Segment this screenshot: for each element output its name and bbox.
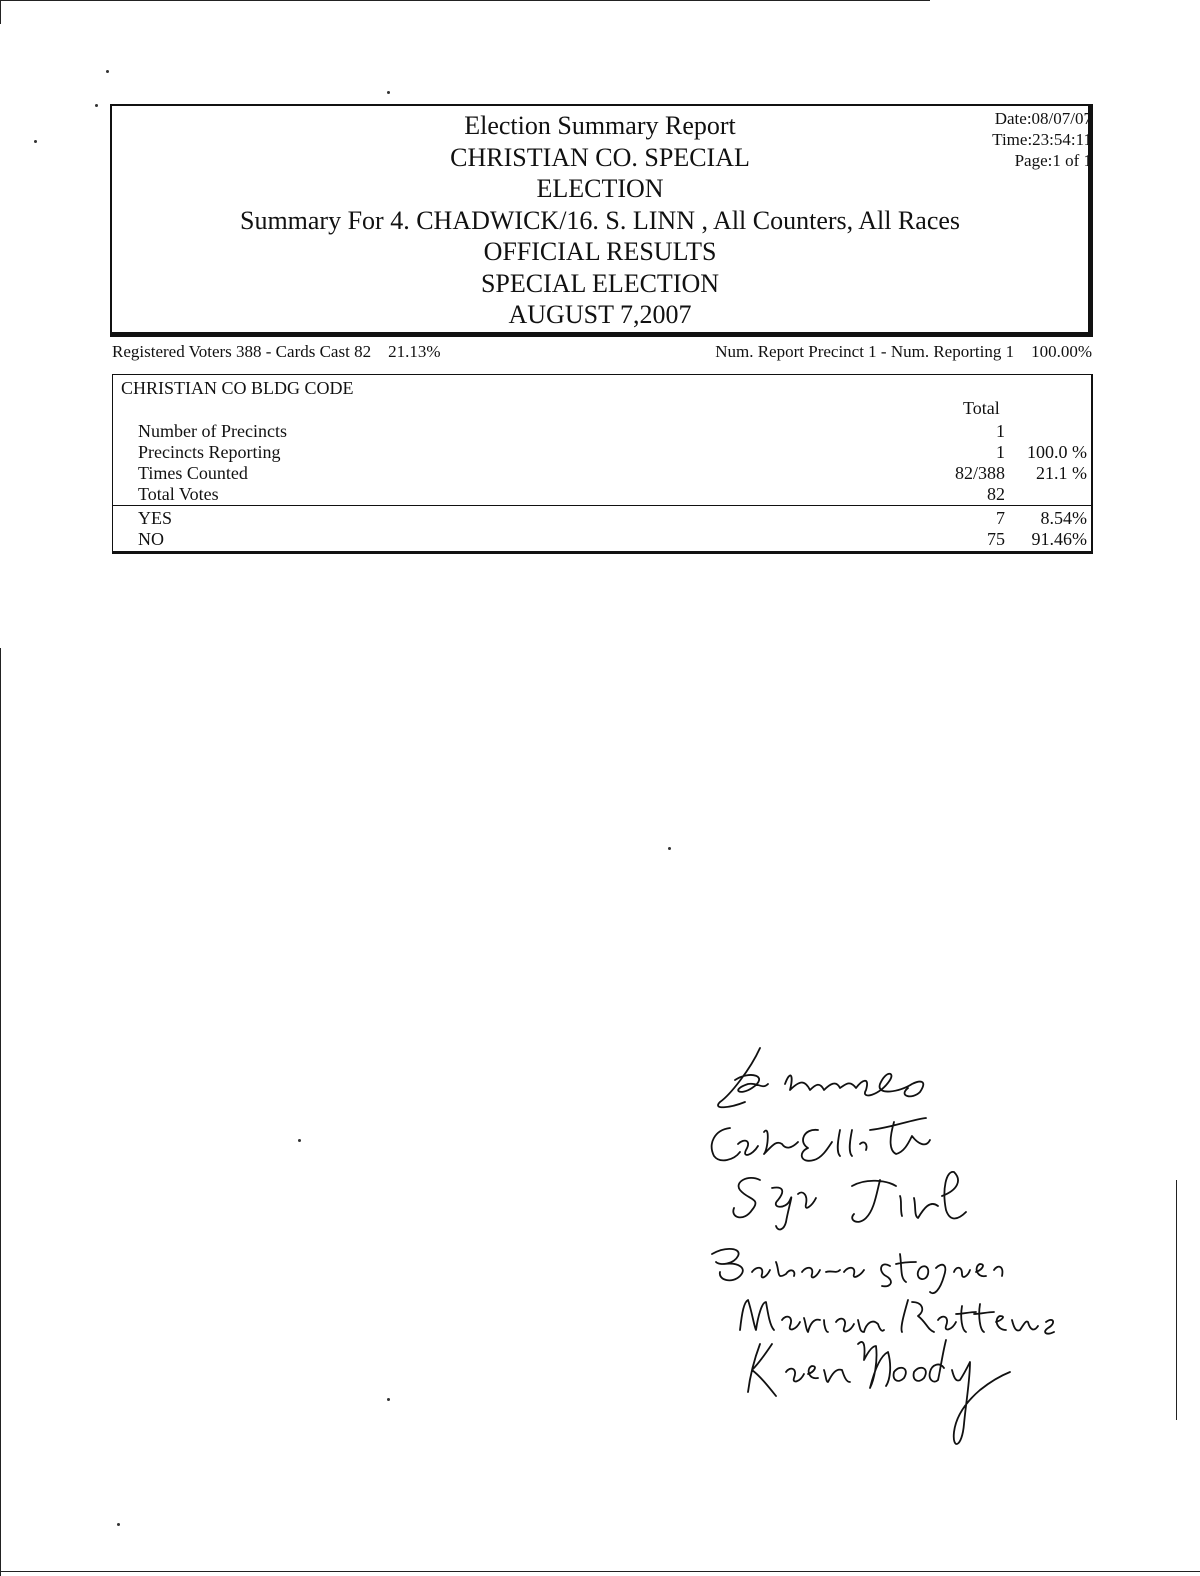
scan-speck — [387, 91, 390, 94]
stat-row — [113, 421, 1091, 442]
signature-block — [690, 1040, 1090, 1450]
signature-3 — [733, 1172, 966, 1230]
stat-value: 1 — [996, 421, 1005, 441]
scan-edge-top — [0, 0, 930, 1]
election-type: SPECIAL ELECTION — [480, 268, 720, 298]
county-name: CHRISTIAN CO. SPECIAL — [450, 142, 750, 172]
report-page: Page:1 of 1 — [1014, 151, 1092, 170]
choice-votes: 7 — [996, 508, 1005, 528]
signature-1 — [718, 1048, 923, 1107]
scan-speck — [106, 70, 109, 73]
scan-speck — [387, 1398, 390, 1401]
stat-label: Times Counted — [138, 463, 248, 483]
scan-edge-bottom — [0, 1571, 1200, 1572]
stat-row — [113, 442, 1091, 463]
scan-speck — [117, 1523, 120, 1526]
registered-voters-summary: Registered Voters 388 - Cards Cast 82 21.13% — [112, 342, 441, 361]
scan-edge-left — [0, 0, 1, 24]
scan-speck — [34, 140, 37, 143]
report-meta — [992, 108, 1092, 171]
stat-percent: 21.1 % — [1036, 463, 1087, 483]
scan-speck — [668, 847, 671, 850]
stat-value: 82 — [987, 484, 1005, 504]
stat-percent: 100.0 % — [1027, 442, 1087, 462]
precinct-reporting-summary: Num. Report Precinct 1 - Num. Reporting 1 100.00% — [715, 342, 1092, 361]
signature-4 — [712, 1249, 1002, 1293]
summary-scope: Summary For 4. CHADWICK/16. S. LINN , All Counters, All Races — [239, 205, 961, 235]
choice-row-yes — [113, 508, 1091, 529]
stat-label: Number of Precincts — [138, 421, 287, 441]
choice-percent: 91.46% — [1031, 529, 1087, 549]
results-divider — [113, 505, 1091, 506]
signature-5 — [740, 1300, 1054, 1334]
choice-label: NO — [138, 529, 164, 549]
choice-row-no — [113, 529, 1091, 550]
results-status: OFFICIAL RESULTS — [483, 237, 717, 266]
report-header-box — [110, 104, 1093, 337]
report-title-block — [112, 110, 1088, 331]
election-label: ELECTION — [536, 174, 664, 203]
race-title: CHRISTIAN CO BLDG CODE — [121, 378, 354, 398]
stat-label: Total Votes — [138, 484, 219, 504]
report-title: Election Summary Report — [464, 111, 736, 140]
report-date: Date:08/07/07 — [994, 109, 1092, 128]
choice-label: YES — [138, 508, 173, 528]
scan-edge-right — [1176, 1180, 1177, 1420]
scan-edge-left-lower — [0, 648, 1, 1576]
stat-value: 82/388 — [954, 463, 1005, 483]
stat-row — [113, 484, 1091, 505]
total-column-header: Total — [963, 398, 1000, 418]
signature-2 — [712, 1118, 930, 1161]
scan-speck — [95, 104, 98, 107]
election-date: AUGUST 7,2007 — [508, 300, 692, 329]
scan-speck — [298, 1139, 301, 1142]
stat-value: 1 — [996, 442, 1005, 462]
stat-label: Precincts Reporting — [138, 442, 281, 462]
report-time: Time:23:54:11 — [992, 130, 1092, 149]
stat-row — [113, 463, 1091, 484]
signature-6 — [748, 1340, 1010, 1444]
race-results-box — [112, 374, 1093, 554]
choice-votes: 75 — [987, 529, 1005, 549]
choice-percent: 8.54% — [1040, 508, 1087, 528]
